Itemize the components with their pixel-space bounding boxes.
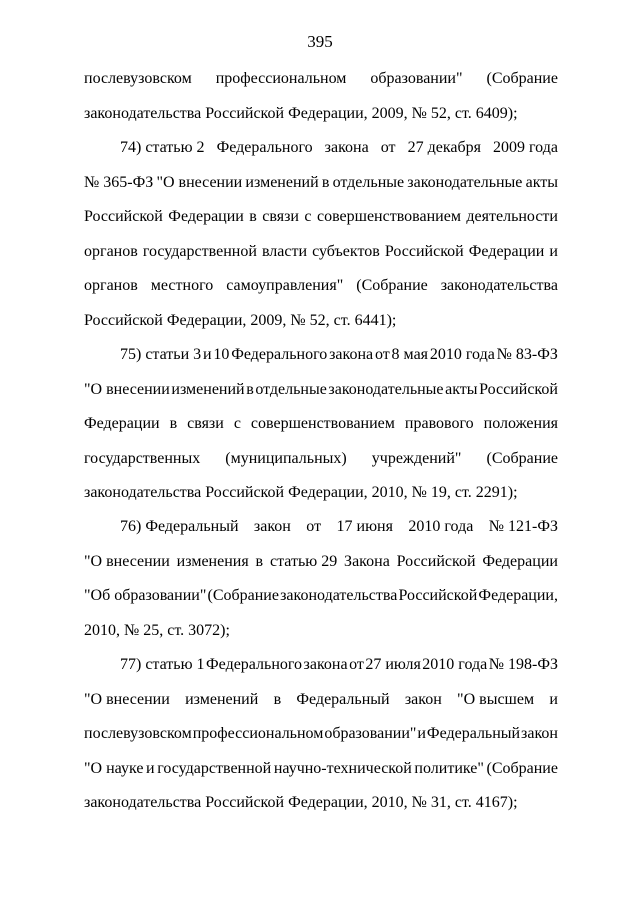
text-segment: законодательные [407,173,523,191]
text-segment: Федеральный [296,690,390,708]
text-segment: № 121-ФЗ [488,518,558,535]
text-segment: и [549,690,558,708]
text-segment: образовании" [370,70,463,87]
text-segment: от [306,518,322,535]
text-segment: органов [84,242,138,260]
text-segment: политике" [414,759,484,777]
text-segment: и [549,242,558,260]
text-segment: 10 [213,346,230,363]
text-segment: органов [84,277,138,294]
text-segment: в [249,208,257,225]
text-segment: с [304,208,312,225]
text-line [84,648,558,683]
text-segment: Федерального [206,656,303,673]
text-segment: государственных [84,449,201,467]
text-segment: Российской [84,208,163,225]
text-line [84,442,558,477]
text-line [84,510,558,545]
text-segment: "О внесении [84,552,170,570]
text-segment: 2010 года [429,346,495,363]
text-segment: местного [150,277,214,294]
page-number: 395 [307,32,333,51]
text-segment: (муниципальных) [225,449,347,467]
text-segment: 2009 года [493,139,558,156]
text-segment: связи [262,208,299,225]
text-segment: (Собрание [486,70,558,87]
text-segment: законодательства Российской Федерации, 2010, № 31, ст. 4167); [84,794,518,811]
text-segment: 2010, № 25, ст. 3072); [84,621,230,639]
text-segment: "О внесении [84,690,170,708]
text-segment: послевузовском [84,70,192,87]
text-segment: совершенствованием [250,415,395,432]
text-segment: от [380,139,396,156]
text-segment: законодательные [328,380,444,398]
text-segment: 77) статью 1 [120,656,205,673]
text-segment: Российской [396,552,476,570]
text-segment: "О высшем [457,690,535,708]
text-segment: "О внесении [156,173,243,191]
text-line [84,131,558,166]
text-segment: Федерального [216,139,313,156]
text-segment: изменений [171,380,245,398]
text-segment: "О внесении [84,380,170,398]
text-segment: научно-технической [273,759,412,777]
text-line [84,786,558,821]
text-segment: Российской Федерации, 2009, № 52, ст. 6441); [84,311,397,329]
text-segment: закон [404,690,442,708]
text-line [84,407,558,442]
text-segment: отдельные [255,380,327,398]
text-segment: законодательства [280,587,398,604]
text-line [84,476,558,511]
text-segment: изменений [185,690,259,708]
text-segment: Российской [384,242,464,260]
text-segment: Федерации [84,415,160,432]
text-segment: в [321,173,330,191]
text-line [84,235,558,270]
text-segment: (Собрание [356,277,428,294]
paragraph-p77 [84,648,558,821]
text-segment: и [417,725,426,742]
paragraph-p76 [84,510,558,648]
paragraph-p74 [84,131,558,338]
text-segment: Федеральный [426,725,521,742]
text-segment: закона [303,656,348,673]
paragraph-p0 [84,62,558,131]
text-segment: с [233,415,241,432]
text-line [84,373,558,408]
text-segment: Федерации, [478,587,558,604]
text-segment: и [146,759,155,777]
text-segment: законодательства [440,277,558,294]
text-segment: связи [187,415,224,432]
text-segment: деятельности [466,208,558,225]
text-segment: законодательства Российской Федерации, 2010, № 19, ст. 2291); [84,484,518,501]
text-segment: Федерации [168,208,244,225]
text-segment: Закона [344,552,390,570]
text-segment: 2010 года [408,518,474,535]
text-segment: статью 29 [269,552,338,570]
text-segment: Федерации [482,552,558,570]
text-segment: самоуправления" [226,277,344,294]
text-segment: № 198-ФЗ [488,656,558,673]
text-segment: 75) статьи 3 [120,346,202,363]
text-segment: субъектов [312,242,380,260]
text-segment: закона [324,139,369,156]
text-segment: Российской [479,380,558,398]
text-line [84,752,558,787]
text-segment: Федерального [231,346,328,363]
text-segment: в [273,690,282,708]
text-segment: государственной [157,759,272,777]
text-segment: 17 июня [336,518,393,535]
text-segment: правового [404,415,474,432]
text-segment: совершенствованием [316,208,461,225]
text-segment: изменений [245,173,319,191]
text-segment: законодательства Российской Федерации, 2009, № 52, ст. 6409); [84,104,518,122]
text-segment: в [169,415,178,432]
text-segment: 2010 года [422,656,488,673]
text-segment: в [246,380,254,398]
text-segment: "Об образовании" [84,587,207,604]
text-segment: 27 декабря [407,139,481,156]
text-segment: профессиональном [215,70,347,87]
text-segment: 74) статью 2 [120,139,205,156]
text-segment: власти [261,242,308,260]
text-line [84,717,558,752]
text-segment: акты [445,380,478,398]
paragraph-p75 [84,338,558,511]
text-line [84,304,558,339]
text-segment: 8 мая [391,346,429,363]
text-line [84,338,558,373]
text-line [84,579,558,614]
text-line [84,545,558,580]
text-segment: положения [483,415,558,432]
text-line [84,683,558,718]
text-segment: образовании" [324,725,417,742]
text-segment: (Собрание [486,449,558,467]
text-segment: и [202,346,212,363]
text-segment: закон [253,518,291,535]
text-segment: № 365-ФЗ [84,173,154,191]
text-segment: послевузовском [84,725,192,742]
text-line [84,97,558,132]
text-line [84,269,558,304]
text-segment: Федерации [468,242,545,260]
text-segment: от [374,346,390,363]
text-segment: 27 июля [365,656,421,673]
text-line [84,62,558,97]
text-segment: в [255,552,264,570]
text-segment: изменения [176,552,249,570]
text-line [84,614,558,649]
text-line [84,200,558,235]
text-segment: акты [525,173,558,191]
text-segment: (Собрание [207,587,279,604]
text-segment: учреждений" [371,449,462,467]
text-segment: профессиональном [192,725,324,742]
text-line [84,166,558,201]
text-segment: Российской [398,587,478,604]
text-segment: 76) Федеральный [120,518,239,535]
text-segment: "О науке [84,759,144,777]
text-segment: государственной [142,242,257,260]
text-segment: закона [329,346,374,363]
text-segment: (Собрание [486,759,558,777]
text-segment: № 83-ФЗ [496,346,558,363]
text-segment: отдельные [332,173,405,191]
text-segment: закон [521,725,558,742]
text-segment: от [349,656,364,673]
